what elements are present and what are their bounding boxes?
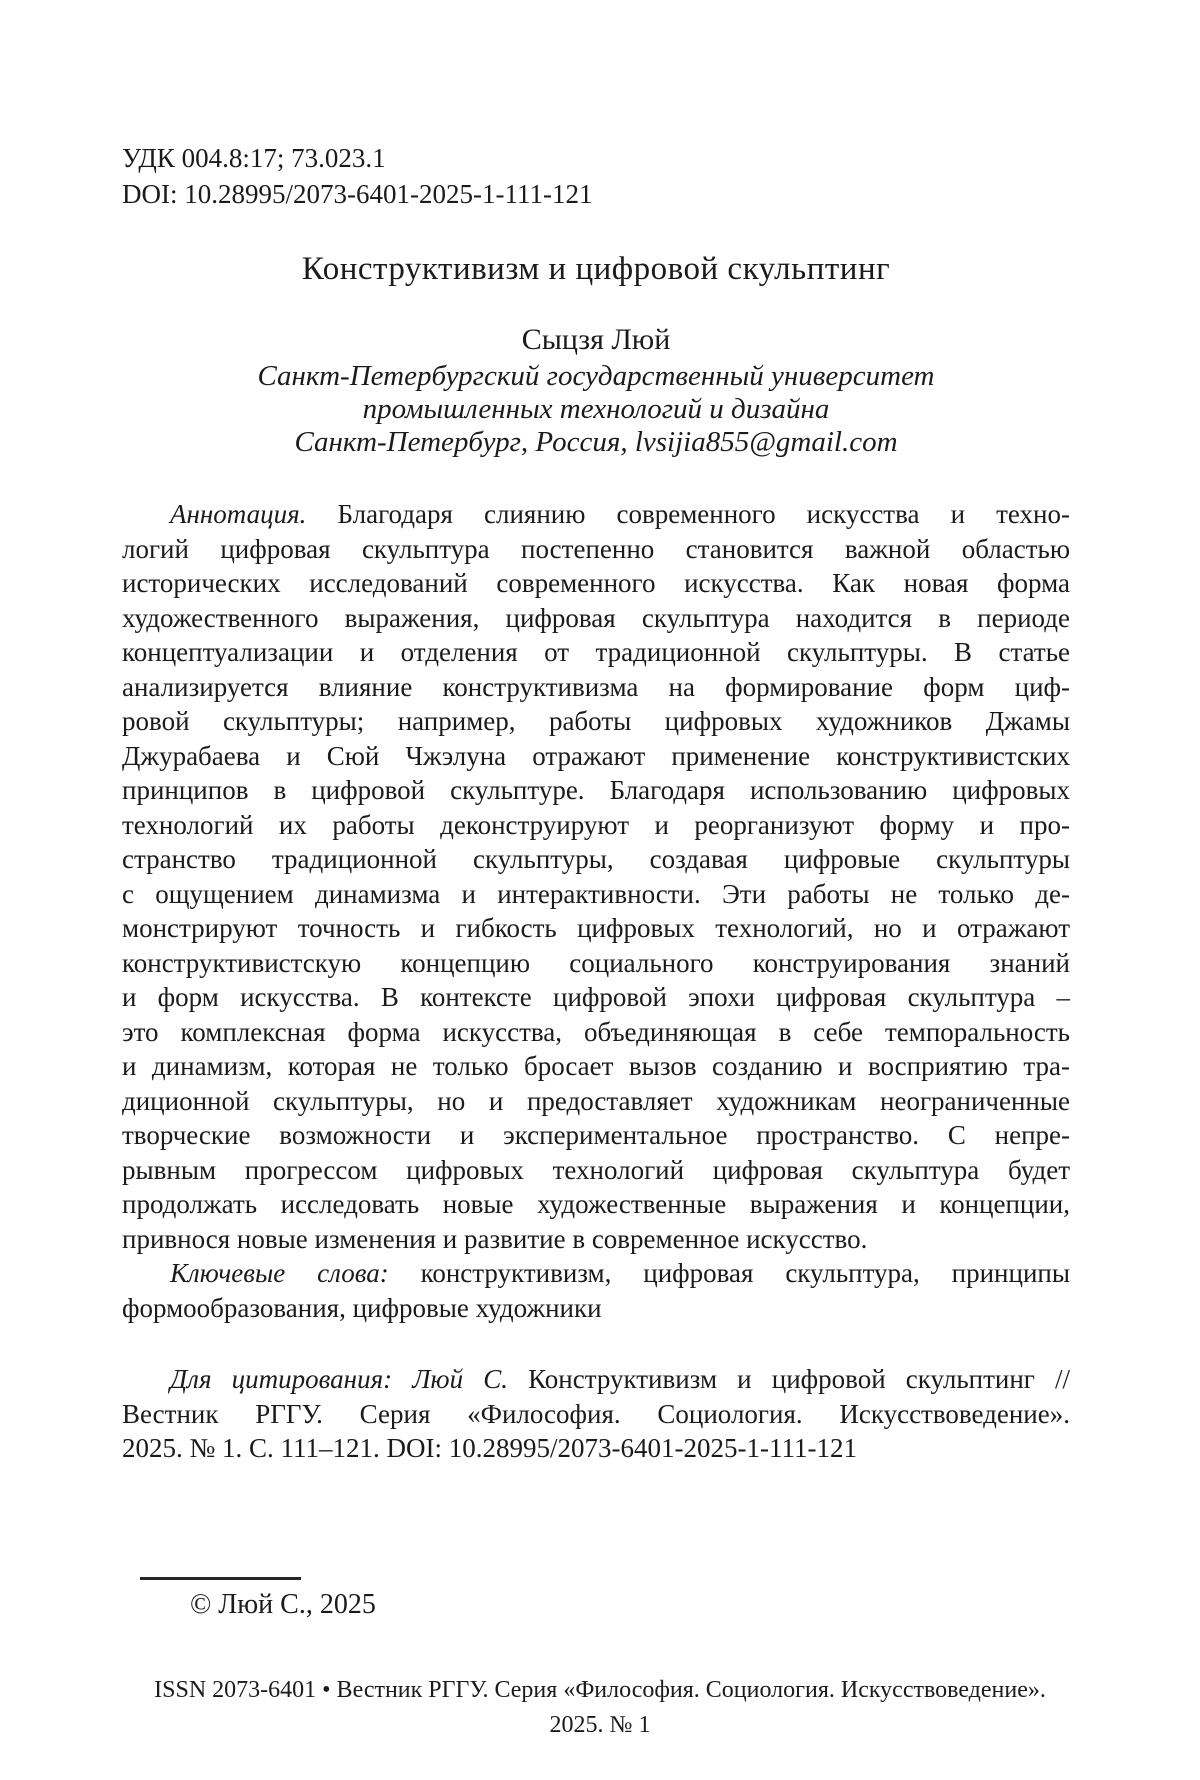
text-line: странство традиционной скульптуры, создавая цифровые скульптуры bbox=[122, 844, 1070, 874]
abstract-keywords-section bbox=[122, 497, 1070, 1325]
text-line: привнося новые изменения и развитие в современное искусство. bbox=[122, 1223, 868, 1254]
abstract-paragraph bbox=[122, 497, 1070, 1256]
affiliation-line-contact: Санкт-Петербург, Россия, lvsijia855@gmail.com bbox=[294, 426, 898, 458]
text-line: художественного выражения, цифровая скульптура находится в периоде bbox=[122, 602, 1070, 633]
text-line: диционной скульптуры, но и предоставляет художникам неограниченные bbox=[122, 1085, 1070, 1116]
text-line: исторических исследований современного искусства. Как новая форма bbox=[122, 568, 1070, 598]
footer-issue-line: 2025. № 1 bbox=[549, 1712, 651, 1738]
text-line: технологий их работы деконструируют и реорганизуют форму и про- bbox=[122, 809, 1070, 840]
text-line: монстрируют точность и гибкость цифровых технологий, но и отражают bbox=[122, 913, 1070, 943]
classification-block bbox=[122, 140, 1070, 212]
text-line: творческие возможности и экспериментальное пространство. С непре- bbox=[122, 1120, 1070, 1150]
text-line: и форм искусства. В контексте цифровой эпохи цифровая скульптура – bbox=[122, 982, 1070, 1012]
journal-footer bbox=[0, 1673, 1200, 1743]
article-title: Конструктивизм и цифровой скульптинг bbox=[301, 251, 891, 287]
footnote-rule bbox=[140, 1577, 301, 1580]
text-line: Джурабаева и Сюй Чжэлуна отражают применение конструктивистских bbox=[122, 740, 1070, 771]
text-line: концептуализации и отделения от традиционной скульптуры. В статье bbox=[122, 637, 1070, 667]
text-line: Ключевые слова: конструктивизм, цифровая скульптура, принципы bbox=[170, 1258, 1070, 1288]
udk-label: УДК 004.8:17; 73.023.1 bbox=[122, 143, 386, 173]
text-line: принципов в цифровой скульптуре. Благодаря использованию цифровых bbox=[122, 775, 1070, 805]
text-line: продолжать исследовать новые художественные выражения и концепции, bbox=[122, 1189, 1070, 1219]
text-line: Для цитирования: Люй С. Конструктивизм и цифровой скульптинг // bbox=[170, 1364, 1070, 1394]
affiliation-line: промышленных технологий и дизайна bbox=[362, 393, 830, 425]
text-line: Аннотация. Благодаря слиянию современного искусства и техно- bbox=[170, 499, 1070, 529]
text-line: рывным прогрессом цифровых технологий цифровая скульптура будет bbox=[122, 1154, 1070, 1185]
text-line: анализируется влияние конструктивизма на формирование форм циф- bbox=[122, 671, 1070, 702]
affiliation-block bbox=[122, 360, 1070, 459]
text-line: логий цифровая скульптура постепенно становится важной областью bbox=[122, 533, 1070, 564]
text-line: 2025. № 1. С. 111–121. DOI: 10.28995/2073-6401-2025-1-111-121 bbox=[122, 1433, 857, 1463]
text-line: Вестник РГГУ. Серия «Философия. Социология. Искусствоведение». bbox=[122, 1398, 1070, 1429]
doi-label: DOI: 10.28995/2073-6401-2025-1-111-121 bbox=[122, 179, 593, 209]
text-line: и динамизм, которая не только бросает вызов созданию и восприятию тра- bbox=[122, 1051, 1070, 1081]
text-line: это комплексная форма искусства, объединяющая в себе темпоральность bbox=[122, 1016, 1070, 1047]
text-line: конструктивистскую концепцию социального конструирования знаний bbox=[122, 947, 1070, 978]
affiliation-line: Санкт-Петербургский государственный университет bbox=[257, 360, 935, 392]
citation-paragraph bbox=[122, 1362, 1070, 1466]
text-line: ровой скульптуры; например, работы цифровых художников Джамы bbox=[122, 706, 1070, 736]
keywords-paragraph bbox=[122, 1256, 1070, 1325]
copyright-note: © Люй С., 2025 bbox=[190, 1589, 376, 1620]
footer-issn-line: ISSN 2073-6401 • Вестник РГГУ. Серия «Философия. Социология. Искусствоведение». bbox=[154, 1677, 1046, 1703]
author-name: Сыцзя Люй bbox=[521, 323, 671, 356]
text-line: формообразования, цифровые художники bbox=[122, 1292, 602, 1323]
text-line: с ощущением динамизма и интерактивности. Эти работы не только де- bbox=[122, 878, 1070, 909]
